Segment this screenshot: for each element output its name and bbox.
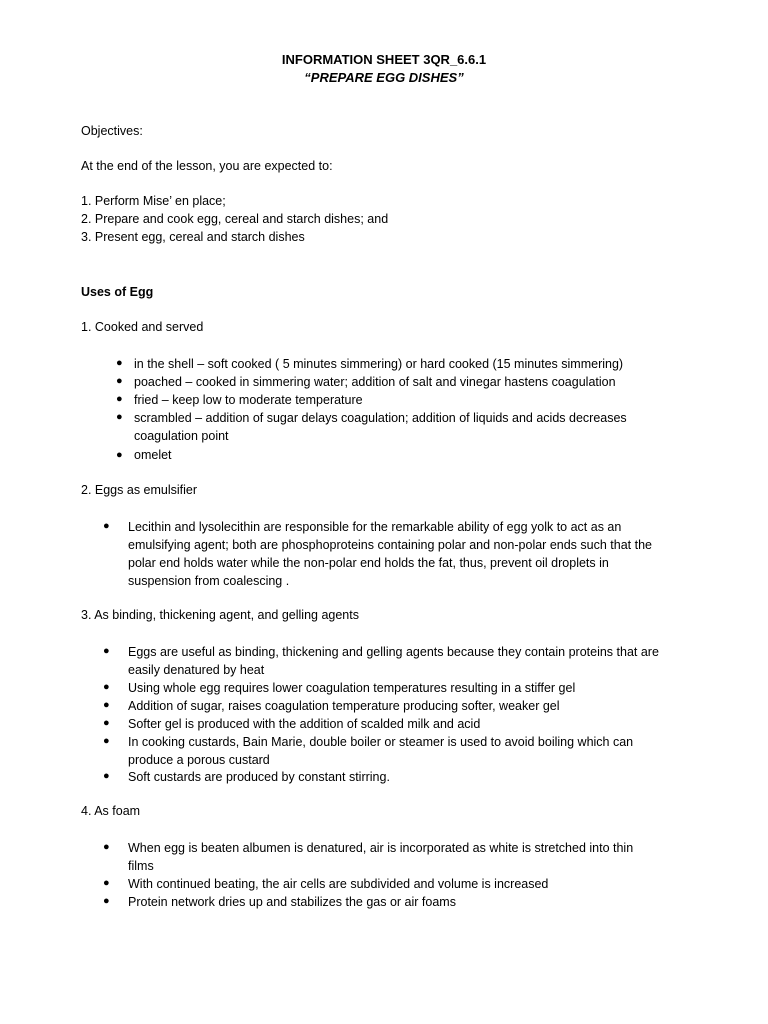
list-item: fried – keep low to moderate temperature [134, 393, 363, 407]
bullet-dot-icon: ● [116, 393, 123, 405]
bullet-dot-icon: ● [103, 877, 110, 889]
list-item: When egg is beaten albumen is denatured, air is incorporated as white is stretched into thin [128, 841, 634, 855]
section-heading: 4. As foam [81, 804, 141, 818]
bullet-dot-icon: ● [103, 735, 110, 747]
list-item-continuation: produce a porous custard [128, 753, 270, 767]
objectives-heading: Objectives: [81, 124, 143, 138]
page-title: INFORMATION SHEET 3QR_6.6.1 [281, 52, 487, 67]
list-item: Using whole egg requires lower coagulation temperatures resulting in a stiffer gel [128, 681, 576, 695]
list-item: in the shell – soft cooked ( 5 minutes simmering) or hard cooked (15 minutes simmering) [134, 357, 624, 371]
list-item: In cooking custards, Bain Marie, double boiler or steamer is used to avoid boiling which can [128, 735, 634, 749]
bullet-dot-icon: ● [116, 357, 123, 369]
bullet-dot-icon: ● [116, 411, 123, 423]
objectives-intro: At the end of the lesson, you are expected to: [81, 159, 333, 173]
bullet-dot-icon: ● [116, 449, 123, 461]
bullet-dot-icon: ● [103, 699, 110, 711]
list-item: With continued beating, the air cells are subdivided and volume is increased [128, 877, 549, 891]
list-item-continuation: coagulation point [134, 429, 229, 443]
list-item: poached – cooked in simmering water; addition of salt and vinegar hastens coagulation [134, 375, 616, 389]
list-item: Eggs are useful as binding, thickening and gelling agents because they contain proteins that are [128, 645, 659, 659]
uses-heading: Uses of Egg [81, 285, 154, 299]
list-item: Soft custards are produced by constant stirring. [128, 770, 390, 784]
bullet-dot-icon: ● [103, 520, 110, 532]
bullet-dot-icon: ● [103, 681, 110, 693]
section-heading: 1. Cooked and served [81, 320, 204, 334]
list-item-continuation: emulsifying agent; both are phosphoproteins containing polar and non-polar ends such that the [128, 538, 652, 552]
bullet-dot-icon: ● [116, 375, 123, 387]
list-item-continuation: easily denatured by heat [128, 663, 265, 677]
list-item: Addition of sugar, raises coagulation temperature producing softer, weaker gel [128, 699, 560, 713]
objective-item: 1. Perform Mise’ en place; [81, 194, 226, 208]
list-item: Protein network dries up and stabilizes the gas or air foams [128, 895, 456, 909]
list-item: omelet [134, 448, 172, 462]
objective-item: 3. Present egg, cereal and starch dishes [81, 230, 305, 244]
section-heading: 3. As binding, thickening agent, and gelling agents [81, 608, 359, 622]
section-heading: 2. Eggs as emulsifier [81, 483, 198, 497]
list-item: Softer gel is produced with the addition of scalded milk and acid [128, 717, 481, 731]
list-item-continuation: films [128, 859, 154, 873]
bullet-dot-icon: ● [103, 841, 110, 853]
list-item-continuation: polar end holds water while the non-polar end holds the fat, thus, prevent oil droplets in [128, 556, 609, 570]
list-item: Lecithin and lysolecithin are responsible for the remarkable ability of egg yolk to act as an [128, 520, 622, 534]
bullet-dot-icon: ● [103, 770, 110, 782]
bullet-dot-icon: ● [103, 717, 110, 729]
bullet-dot-icon: ● [103, 645, 110, 657]
list-item-continuation: suspension from coalescing . [128, 574, 290, 588]
objective-item: 2. Prepare and cook egg, cereal and starch dishes; and [81, 212, 389, 226]
bullet-dot-icon: ● [103, 895, 110, 907]
page-subtitle: “PREPARE EGG DISHES” [304, 70, 464, 85]
list-item: scrambled – addition of sugar delays coagulation; addition of liquids and acids decreases [134, 411, 627, 425]
